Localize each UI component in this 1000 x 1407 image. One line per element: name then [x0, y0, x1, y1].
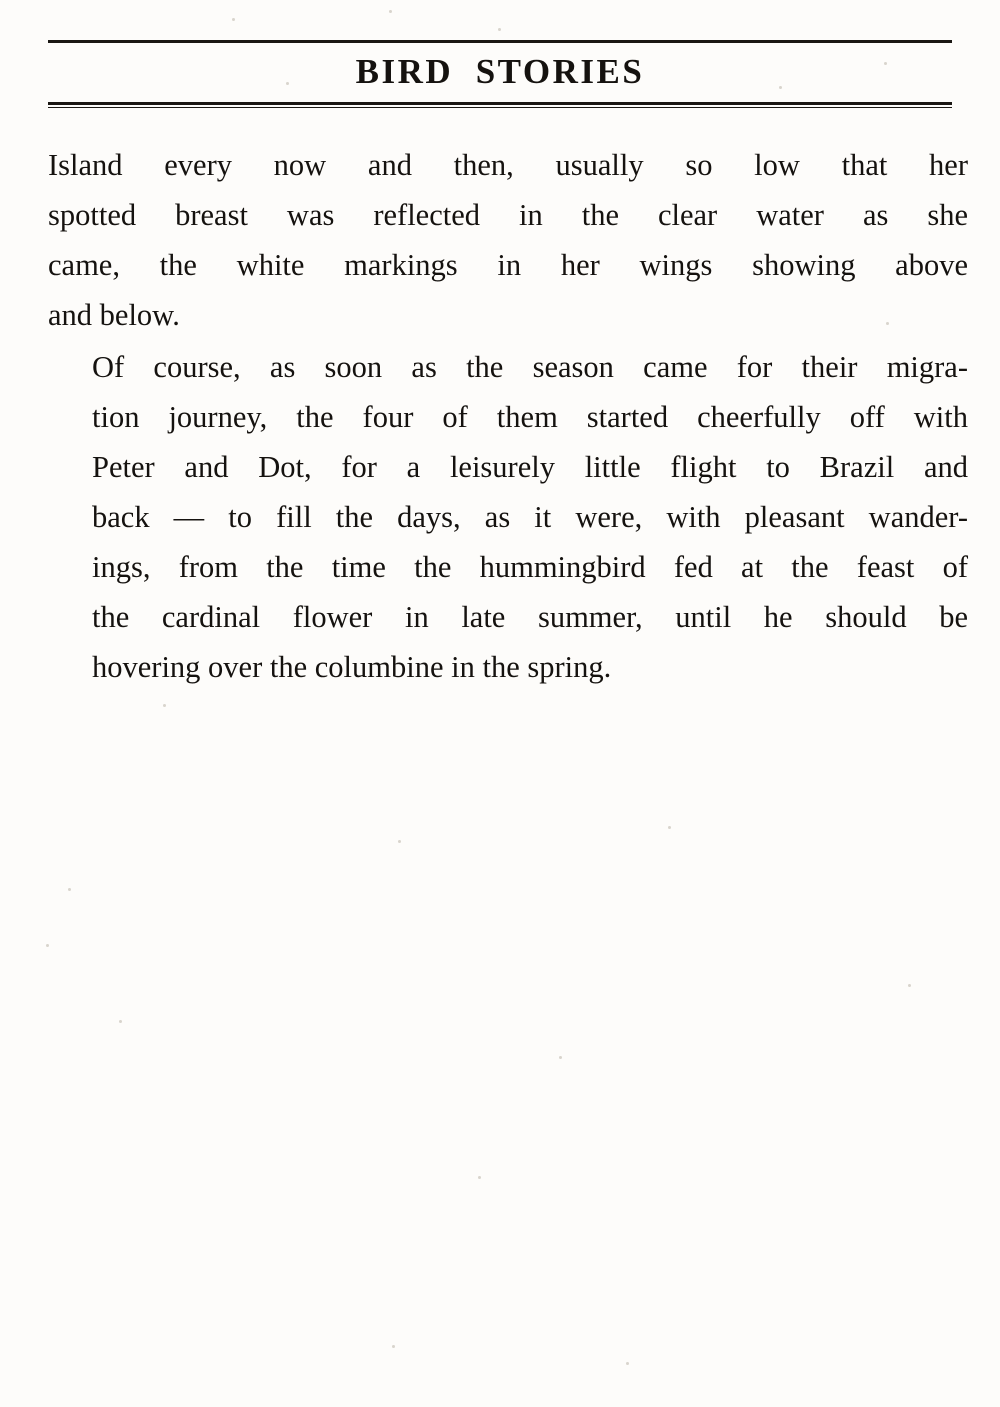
running-head-title: BIRD STORIES: [355, 52, 645, 91]
text-line: back — to fill the days, as it were, with pleasant wander-: [92, 500, 968, 534]
page-header: [48, 40, 952, 108]
header-rule-bottom-thin: [48, 107, 952, 108]
text-line: tion journey, the four of them started cheerfully off with: [92, 400, 968, 434]
paper-speckle: [46, 944, 49, 947]
text-line: Peter and Dot, for a leisurely little flight to Brazil and: [92, 450, 968, 484]
text-line: hovering over the columbine in the spring.: [92, 650, 612, 684]
paragraph-1: [48, 140, 968, 340]
text-line: Of course, as soon as the season came for their migra-: [92, 350, 968, 384]
paper-speckle: [478, 1176, 481, 1179]
paper-speckle: [68, 888, 71, 891]
paper-speckle: [119, 1020, 122, 1023]
text-line: ings, from the time the hummingbird fed at the feast of: [92, 550, 968, 584]
paper-speckle: [398, 840, 401, 843]
paper-speckle: [559, 1056, 562, 1059]
paper-speckle: [668, 826, 671, 829]
text-line: and below.: [48, 298, 180, 332]
text-line: the cardinal flower in late summer, until he should be: [92, 600, 968, 634]
body-text: [48, 140, 968, 692]
paper-speckle: [163, 704, 166, 707]
header-rule-bottom-thick: [48, 102, 952, 105]
paper-speckle: [389, 10, 392, 13]
paper-speckle: [392, 1345, 395, 1348]
paper-speckle: [908, 984, 911, 987]
text-line: came, the white markings in her wings showing above: [48, 248, 968, 282]
paragraph-2: [48, 342, 968, 692]
text-line: spotted breast was reflected in the clear water as she: [48, 198, 968, 232]
text-line: Island every now and then, usually so low that her: [48, 148, 968, 182]
paper-speckle: [626, 1362, 629, 1365]
paper-speckle: [232, 18, 235, 21]
paper-speckle: [498, 28, 501, 31]
